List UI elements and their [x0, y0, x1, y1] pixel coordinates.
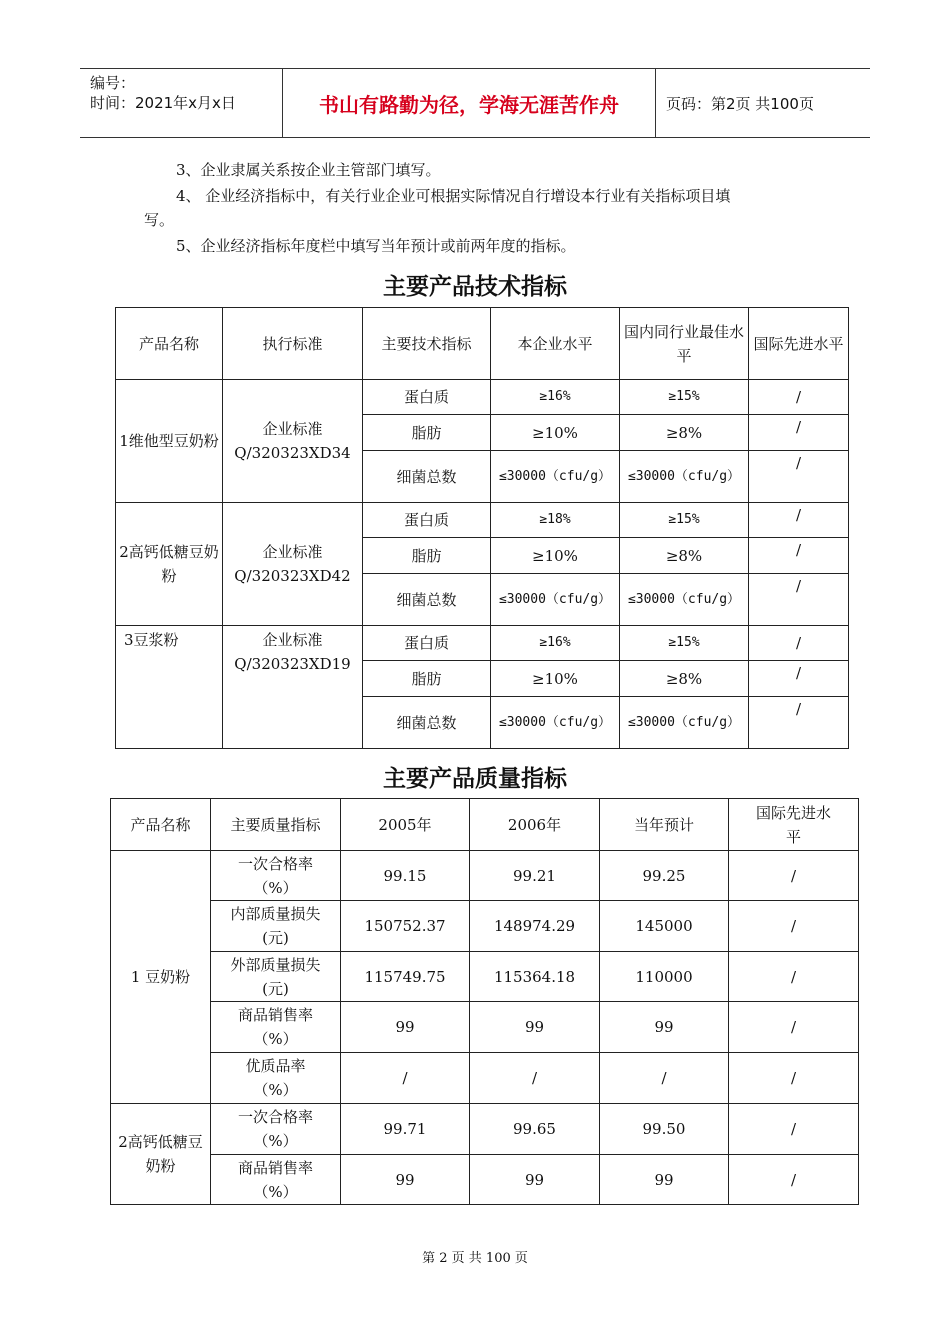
indicator-cell: 外部质量损失(元): [211, 952, 341, 1002]
value-2006-cell: /: [470, 1053, 600, 1104]
indicator-cell: 脂肪: [363, 661, 491, 697]
indicator-cell: 蛋白质: [363, 503, 491, 538]
company-level-cell: ≤30000（cfu/g）: [491, 451, 620, 503]
intl-level-cell: /: [729, 1155, 859, 1205]
domestic-level-cell: ≥15%: [620, 626, 749, 661]
quality-table-title: 主要产品质量指标: [383, 766, 567, 792]
quality-indicator-table: [110, 798, 859, 1205]
indicator-cell: 内部质量损失(元): [211, 901, 341, 952]
indicator-cell: 细菌总数: [363, 574, 491, 626]
table-header-row: [116, 308, 849, 380]
forecast-cell: 110000: [600, 952, 729, 1002]
page-header: [80, 68, 870, 138]
header-cell: 2005年: [341, 799, 470, 851]
product-name-cell: 1 豆奶粉: [111, 851, 211, 1104]
indicator-cell: 商品销售率（%）: [211, 1002, 341, 1053]
time-label: 时间：2021年x月x日: [90, 94, 236, 112]
intl-level-cell: /: [749, 574, 849, 626]
value-2006-cell: 99: [470, 1002, 600, 1053]
value-2006-cell: 99: [470, 1155, 600, 1205]
tech-table-title: 主要产品技术指标: [383, 274, 567, 300]
header-cell: 本企业水平: [491, 308, 620, 380]
company-level-cell: ≤30000（cfu/g）: [491, 697, 620, 749]
value-2006-cell: 99.65: [470, 1104, 600, 1155]
intl-level-cell: /: [729, 1002, 859, 1053]
indicator-cell: 一次合格率（%）: [211, 851, 341, 901]
intl-level-cell: /: [749, 451, 849, 503]
intl-level-cell: /: [729, 851, 859, 901]
table-row: [111, 901, 859, 952]
domestic-level-cell: ≥8%: [620, 661, 749, 697]
standard-cell: 企业标准Q/320323XD34: [223, 380, 363, 503]
page-footer: 第 2 页 共 100 页: [422, 1251, 528, 1266]
table-header-row: [111, 799, 859, 851]
forecast-cell: 145000: [600, 901, 729, 952]
company-level-cell: ≥10%: [491, 538, 620, 574]
intl-level-cell: /: [729, 952, 859, 1002]
value-2005-cell: /: [341, 1053, 470, 1104]
value-2005-cell: 99: [341, 1002, 470, 1053]
note-item-4-line2: 写。: [144, 211, 175, 229]
note-item-3: 3、企业隶属关系按企业主管部门填写。: [176, 161, 441, 179]
forecast-cell: /: [600, 1053, 729, 1104]
intl-level-cell: /: [749, 697, 849, 749]
product-name-cell: 1维他型豆奶粉: [116, 380, 223, 503]
domestic-level-cell: ≤30000（cfu/g）: [620, 697, 749, 749]
intl-level-cell: /: [729, 1104, 859, 1155]
table-row: [111, 952, 859, 1002]
table-row: [116, 380, 849, 415]
forecast-cell: 99: [600, 1002, 729, 1053]
standard-cell: 企业标准Q/320323XD19: [223, 626, 363, 749]
header-cell: 主要质量指标: [211, 799, 341, 851]
domestic-level-cell: ≥15%: [620, 503, 749, 538]
indicator-cell: 商品销售率（%）: [211, 1155, 341, 1205]
domestic-level-cell: ≤30000（cfu/g）: [620, 574, 749, 626]
product-name-cell: 2高钙低糖豆奶粉: [111, 1104, 211, 1205]
product-name-cell: 3豆浆粉: [116, 626, 223, 749]
domestic-level-cell: ≤30000（cfu/g）: [620, 451, 749, 503]
forecast-cell: 99.50: [600, 1104, 729, 1155]
table-row: [111, 1104, 859, 1155]
note-item-4-line1: 4、 企业经济指标中，有关行业企业可根据实际情况自行增设本行业有关指标项目填: [176, 187, 731, 205]
indicator-cell: 细菌总数: [363, 697, 491, 749]
header-cell: 国内同行业最佳水平: [620, 308, 749, 380]
table-row: [116, 626, 849, 661]
note-item-5: 5、企业经济指标年度栏中填写当年预计或前两年度的指标。: [176, 237, 576, 255]
table-row: [111, 1155, 859, 1205]
product-name-cell: 2高钙低糖豆奶粉: [116, 503, 223, 626]
intl-level-cell: /: [749, 415, 849, 451]
company-level-cell: ≥10%: [491, 661, 620, 697]
intl-level-cell: /: [749, 380, 849, 415]
intl-level-cell: /: [749, 661, 849, 697]
value-2005-cell: 99.15: [341, 851, 470, 901]
table-row: [111, 1002, 859, 1053]
header-cell: 当年预计: [600, 799, 729, 851]
indicator-cell: 优质品率（%）: [211, 1053, 341, 1104]
header-cell: 产品名称: [111, 799, 211, 851]
tech-indicator-table: [115, 307, 849, 749]
indicator-cell: 蛋白质: [363, 626, 491, 661]
standard-cell: 企业标准Q/320323XD42: [223, 503, 363, 626]
table-row: [116, 503, 849, 538]
intl-level-cell: /: [729, 901, 859, 952]
table-row: [111, 851, 859, 901]
value-2005-cell: 99.71: [341, 1104, 470, 1155]
value-2006-cell: 99.21: [470, 851, 600, 901]
intl-level-cell: /: [749, 626, 849, 661]
header-cell: 国际先进水平: [749, 308, 849, 380]
header-cell: 2006年: [470, 799, 600, 851]
indicator-cell: 蛋白质: [363, 380, 491, 415]
intl-level-cell: /: [749, 503, 849, 538]
company-level-cell: ≥10%: [491, 415, 620, 451]
domestic-level-cell: ≥8%: [620, 415, 749, 451]
forecast-cell: 99.25: [600, 851, 729, 901]
indicator-cell: 脂肪: [363, 415, 491, 451]
indicator-cell: 细菌总数: [363, 451, 491, 503]
intl-level-cell: /: [729, 1053, 859, 1104]
header-cell: 产品名称: [116, 308, 223, 380]
domestic-level-cell: ≥15%: [620, 380, 749, 415]
value-2005-cell: 150752.37: [341, 901, 470, 952]
value-2005-cell: 115749.75: [341, 952, 470, 1002]
intl-level-cell: /: [749, 538, 849, 574]
value-2006-cell: 115364.18: [470, 952, 600, 1002]
forecast-cell: 99: [600, 1155, 729, 1205]
domestic-level-cell: ≥8%: [620, 538, 749, 574]
indicator-cell: 一次合格率（%）: [211, 1104, 341, 1155]
header-cell: 执行标准: [223, 308, 363, 380]
value-2005-cell: 99: [341, 1155, 470, 1205]
header-cell: 主要技术指标: [363, 308, 491, 380]
header-page-info: 页码：第2页 共100页: [666, 94, 814, 113]
header-left: [80, 69, 282, 137]
company-level-cell: ≥18%: [491, 503, 620, 538]
company-level-cell: ≤30000（cfu/g）: [491, 574, 620, 626]
value-2006-cell: 148974.29: [470, 901, 600, 952]
header-cell: 国际先进水平: [729, 799, 859, 851]
company-level-cell: ≥16%: [491, 626, 620, 661]
table-row: [111, 1053, 859, 1104]
company-level-cell: ≥16%: [491, 380, 620, 415]
header-motto: 书山有路勤为径，学海无涯苦作舟: [282, 69, 656, 137]
number-label: 编号：: [90, 74, 136, 92]
indicator-cell: 脂肪: [363, 538, 491, 574]
